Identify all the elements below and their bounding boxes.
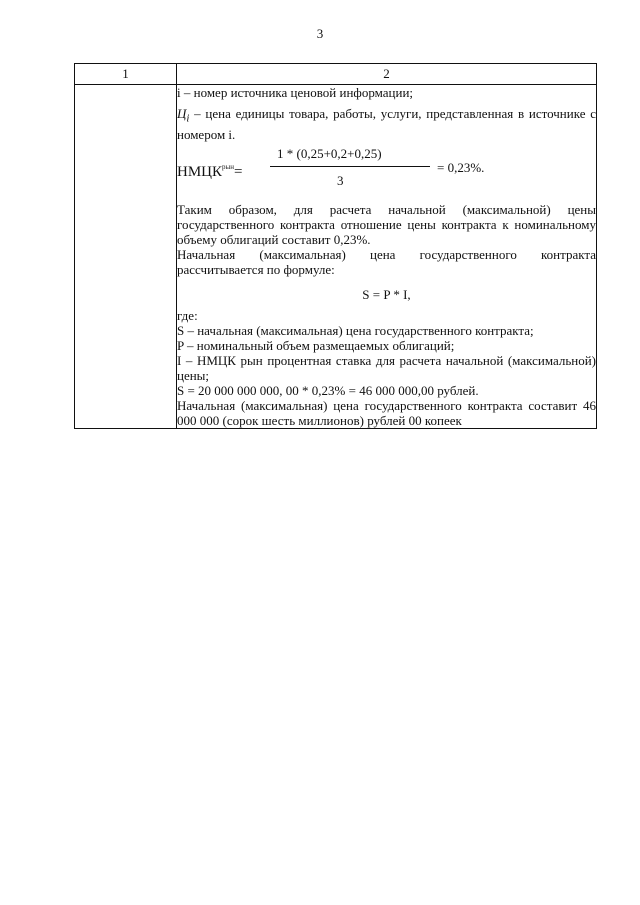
content-table (74, 63, 597, 429)
ci-description: – цена единицы товара, работы, услуги, представленная в источнике с номером i. (177, 106, 596, 142)
column-header-1: 1 (75, 64, 177, 85)
formula-lhs-label: НМЦК (177, 163, 223, 180)
paragraph-conclusion: Таким образом, для расчета начальной (максимальной) цены государственного контракта отношение цены контракта к номинальному объему облигаций составит 0,23%. (177, 201, 596, 247)
column-header-2: 2 (177, 64, 597, 85)
final-price: Начальная (максимальная) цена государственного контракта составит 46 000 000 (сорок шесть миллионов) рублей 00 копеек (177, 397, 596, 428)
definition-ci (177, 106, 596, 142)
paragraph-formula-intro: Начальная (максимальная) цена государственного контракта рассчитывается по формуле: (177, 246, 596, 277)
page-number: 3 (316, 26, 324, 41)
ci-subscript: i (186, 112, 190, 125)
definition-p: P – номинальный объем размещаемых облигаций; (177, 337, 455, 353)
fraction-bar (270, 166, 430, 167)
calculation-line: S = 20 000 000 000, 00 * 0,23% = 46 000 000,00 рублей. (177, 382, 479, 398)
formula-numerator: 1 * (0,25+0,2+0,25) (277, 145, 382, 161)
ci-letter: Ц (177, 106, 187, 121)
empty-cell (75, 85, 177, 429)
formula-lhs-superscript: рын (222, 162, 234, 171)
ci-symbol (177, 106, 190, 125)
definition-rate: I – НМЦК рын процентная ставка для расчета начальной (максимальной) цены; (177, 352, 596, 383)
formula-denominator: 3 (337, 172, 344, 188)
table-header-row (75, 64, 597, 85)
formula-result: = 0,23%. (437, 159, 485, 175)
table-row (75, 85, 597, 429)
content-cell (177, 85, 597, 429)
formula-nmck (177, 146, 596, 202)
definition-i: i – номер источника ценовой информации; (177, 85, 414, 100)
formula-lhs-equals: = (233, 163, 243, 180)
where-label: где: (177, 307, 198, 323)
definition-s: S – начальная (максимальная) цена государственного контракта; (177, 322, 534, 338)
formula-lhs (177, 160, 242, 180)
formula-s: S = P * I, (362, 286, 411, 302)
